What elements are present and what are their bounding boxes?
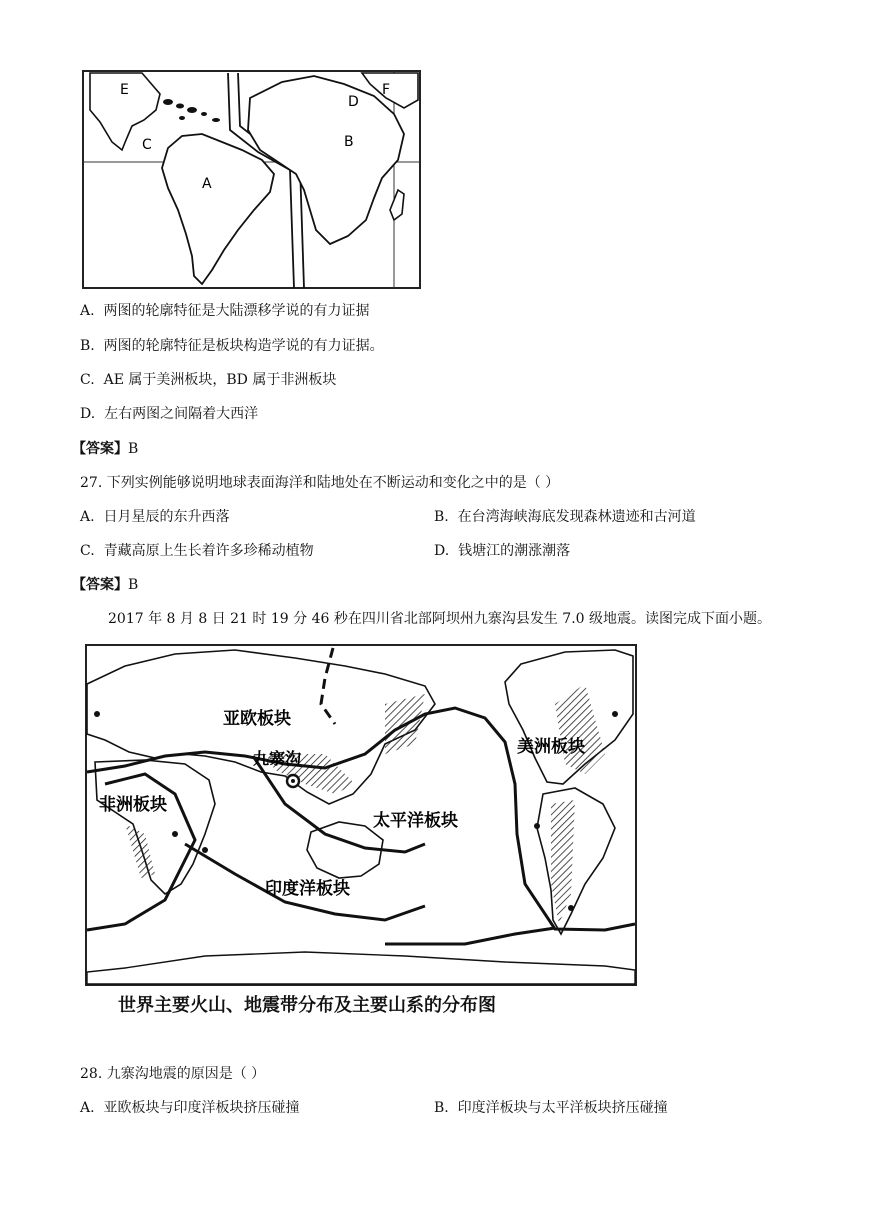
intro-paragraph: 2017 年 8 月 8 日 21 时 19 分 46 秒在四川省北部阿坝州九寨沟县发生 7.0 级地震。读图完成下面小题。	[108, 611, 772, 627]
label-pacific-plate: 太平洋板块	[373, 811, 458, 831]
q27-option-a: A. 日月星辰的东升西落	[80, 509, 230, 525]
label-africa-plate: 非洲板块	[99, 795, 167, 815]
q28-option-a: A. 亚欧板块与印度洋板块挤压碰撞	[80, 1100, 300, 1116]
label-indian-plate: 印度洋板块	[265, 879, 350, 899]
q26-answer: 【答案】B	[72, 441, 139, 457]
label-c: C	[142, 137, 152, 153]
q26-option-c: C. AE 属于美洲板块，BD 属于非洲板块	[80, 372, 337, 388]
world-plate-map	[85, 644, 637, 987]
label-eurasia-plate: 亚欧板块	[223, 709, 291, 729]
q27-option-b: B. 在台湾海峡海底发现森林遗迹和古河道	[434, 509, 696, 525]
q28-question: 28. 九寨沟地震的原因是（ ）	[80, 1066, 266, 1082]
q26-option-d: D. 左右两图之间隔着大西洋	[80, 406, 259, 422]
label-america-plate: 美洲板块	[517, 737, 585, 757]
label-a: A	[202, 176, 212, 192]
label-e: E	[120, 82, 129, 98]
label-d: D	[348, 94, 359, 110]
label-f: F	[382, 82, 391, 98]
q27-question: 27. 下列实例能够说明地球表面海洋和陆地处在不断运动和变化之中的是（ ）	[80, 475, 560, 491]
q26-option-b: B. 两图的轮廓特征是板块构造学说的有力证据。	[80, 338, 384, 354]
continental-fit-map	[82, 70, 422, 290]
q27-option-c: C. 青藏高原上生长着许多珍稀动植物	[80, 543, 314, 559]
world-map-caption: 世界主要火山、地震带分布及主要山系的分布图	[118, 995, 496, 1016]
label-b: B	[344, 134, 354, 150]
label-jiuzhaigou: 九寨沟	[253, 749, 302, 768]
q27-option-d: D. 钱塘江的潮涨潮落	[434, 543, 571, 559]
q26-option-a: A. 两图的轮廓特征是大陆漂移学说的有力证据	[80, 303, 370, 319]
q27-answer: 【答案】B	[72, 577, 139, 593]
q28-option-b: B. 印度洋板块与太平洋板块挤压碰撞	[434, 1100, 668, 1116]
